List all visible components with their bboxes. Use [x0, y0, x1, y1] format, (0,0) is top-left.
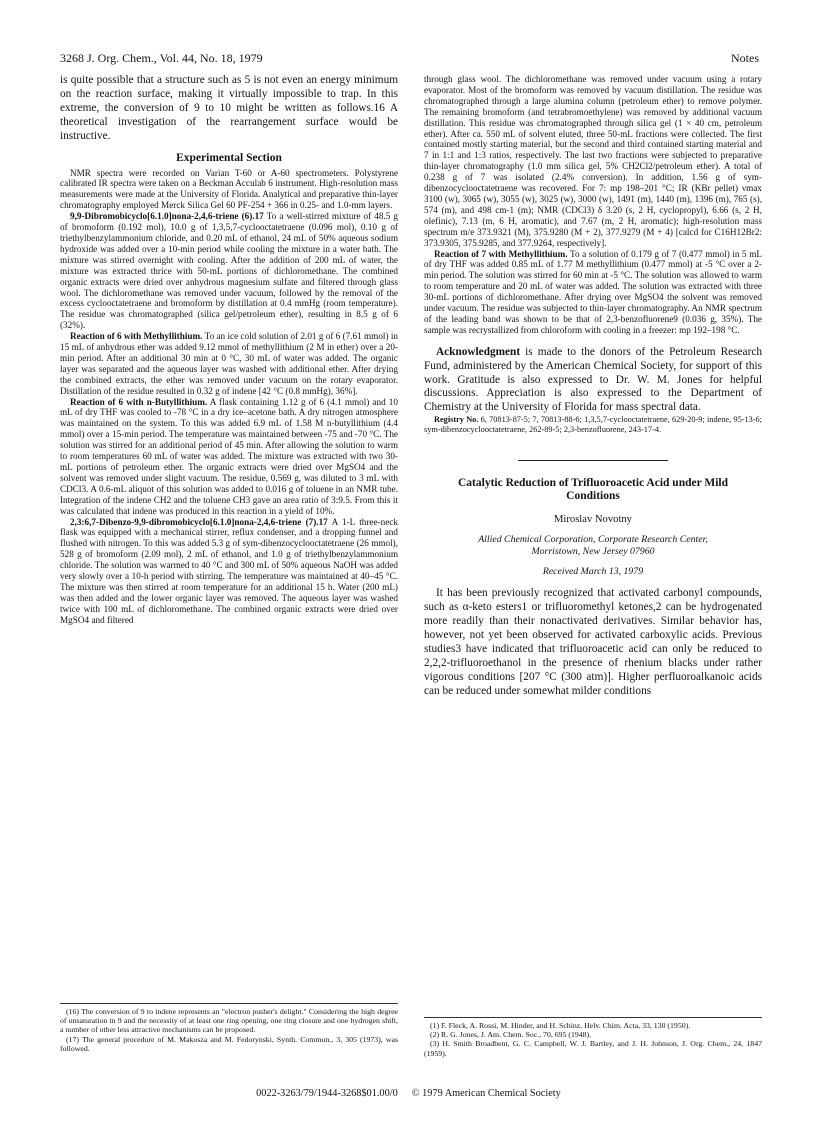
- article-title: Catalytic Reduction of Trifluoroacetic Acid under Mild Conditions: [457, 476, 729, 503]
- procedure-5-body: To a solution of 0.179 g of 7 (0.477 mmol) in 5 mL of dry THF was added 0.85 mL of 1.77 M methyllithium (0.477 mmol) at -5 °C over a 2-min period. The solution was stirred for 60 min at -5 °C. The solution was allowed to warm to room temperature and 20 mL of water was added. The solution was extracted with three 30-mL portions of dichloromethane. After drying over MgSO4 the solvent was removed under vacuum. The residue was subjected to thin-layer chromatography. An NMR spectrum of the leading band was shown to be that of 2,3-benzofluorene9 (0.036 g, 35%). The sample was recrystallized from chloroform with cooling in a freezer: mp 192–198 °C.: [424, 248, 762, 335]
- registry-lead: Registry No.: [434, 415, 479, 425]
- footnote-17: (17) The general procedure of M. Makosza and M. Fedorynski, Synth. Commun., 3, 305 (1973), was followed.: [60, 1034, 398, 1053]
- procedure-1: [60, 211, 398, 331]
- article-author: Miroslav Novotny: [554, 513, 632, 525]
- footnote-2: (2) R. G. Jones, J. Am. Chem. Soc., 70, 695 (1948).: [430, 1030, 592, 1040]
- journal-citation: 3268 J. Org. Chem., Vol. 44, No. 18, 1979: [60, 51, 263, 65]
- footnote-16: (16) The conversion of 9 to indene represents an "electron pusher's delight." Considering the high degree of unsaturation in 9 and the necessity of at least one ring opening, one ring closure and one hydrogen shift, a number of other less attractive mechanisms can be proposed.: [60, 1007, 398, 1035]
- procedure-4: [60, 517, 398, 626]
- procedure-4-title: 2,3:6,7-Dibenzo-9,9-dibromobicyclo[6.1.0]nona-2,4,6-triene (7).17: [70, 516, 328, 527]
- affiliation-line-2: Morristown, New Jersey 07960: [531, 545, 655, 557]
- procedure-3: [60, 397, 398, 517]
- left-column: [60, 74, 398, 626]
- registry-body: 6, 70813-87-5; 7, 70813-88-6; 1,3,5,7-cyclooctatetraene, 629-20-9; indene, 95-13-6; sym-dibenzocyclooctatetraene, 262-89-5; 2,3-benzofluorene, 243-17-4.: [424, 415, 762, 435]
- article-body: It has been previously recognized that activated carbonyl compounds, such as α-keto esters1 or trifluoromethyl ketones,2 can be hydrogenated more readily than their nonactivated derivatives. Similar behavior has, however, not yet been observed for activated carboxylic acids. Previous studies3 have indicated that trifluoroacetic acid can only be reduced to 2,2,2-trifluoroethanol in the presence of rhenium blacks under rather vigorous conditions [207 °C (300 atm)]. Higher perfluoroalkanoic acids can be reduced under somewhat milder conditions: [424, 587, 762, 697]
- section-label: Notes: [731, 51, 759, 65]
- acknowledgment-paragraph: [424, 346, 762, 416]
- procedure-3-body: A flask containing 1.12 g of 6 (4.1 mmol) and 10 mL of dry THF was cooled to -78 °C in a dry ice–acetone bath. A dry nitrogen atmosphere was maintained on the system. To this was added 6.9 mL of 1.58 M n-butyllithium (4.4 mmol) over a 15-min period. The temperature was maintained between -75 and -70 °C. The solution was stirred for an additional period of 45 min. After allowing the solution to warm to room temperatures 60 mL of water was added. The mixture was extracted with two 30-mL portions of petroleum ether. The organic extracts were dried over MgSO4 and the solvent was removed under slight vacuum. The residue, 0.569 g, was diluted to 3 mL with CDCl3. A 0.6-mL aliquot of this solution was added to 0.016 g of toluene in an NMR tube. Integration of the indene CH2 and the toluene CH3 gave an area ratio of 3:9.5. From this it was calculated that indene was produced in this reaction in a yield of 10%.: [60, 396, 398, 516]
- procedure-2-title: Reaction of 6 with Methyllithium.: [70, 331, 203, 342]
- affiliation-line-1: Allied Chemical Corporation, Corporate Research Center,: [478, 533, 708, 545]
- copyright-notice: © 1979 American Chemical Society: [411, 1088, 561, 1099]
- page-footer: [0, 1087, 817, 1100]
- procedure-1-title: 9,9-Dibromobicyclo[6.1.0]nona-2,4,6-triene (6).17: [70, 211, 264, 222]
- received-date: Received March 13, 1979: [542, 566, 644, 578]
- footnotes-right: [424, 1017, 762, 1058]
- procedure-1-body: To a well-stirred mixture of 48.5 g of bromoform (0.192 mol), 10.0 g of 1,3,5,7-cyclooctatetraene (0.096 mol), 0.10 g of triethylbenzylammonium chloride, and 0.20 mL of ethanol, 24 mL of 50% aqueous sodium hydroxide was added over a 10-min period while cooling the mixture in a water bath. The mixture was stirred overnight with cooling. After the addition of 200 mL of water, the mixture was extracted thrice with 50-mL portions of dichloromethane. The combined organic extracts were dried over anhydrous magnesium sulfate and filtered through glass wool. The dichloromethane was removed under vacuum, followed by the removal of the excess cyclooctatetraene and bromoform by distillation at 0.4 mmHg (room temperature). The residue was chromatographed (silica gel/petroleum ether), resulting in 8.5 g of 6 (32%).: [60, 211, 398, 331]
- acknowledgment-body: is made to the donors of the Petroleum Research Fund, administered by the American Chemical Society, for support of this work. Gratitude is also expressed to Dr. W. M. Jones for helpful discussions. Appreciation is also expressed to the Department of Chemistry at the University of Florida for mass spectral data.: [424, 345, 762, 414]
- procedure-5-title: Reaction of 7 with Methyllithium.: [434, 248, 568, 259]
- procedure-2: [60, 331, 398, 396]
- running-header: [60, 50, 759, 66]
- intro-paragraph: is quite possible that a structure such as 5 is not even an energy minimum on the reaction surface, making it virtually impossible to trap. In this extreme, the conversion of 9 to 10 might be written as follows.16 A theoretical investigation of the rearrangement surface would be instructive.: [60, 74, 398, 142]
- footnotes-left: [60, 1003, 398, 1053]
- acknowledgment-lead: Acknowledgment: [436, 345, 521, 358]
- article-affiliation: [424, 534, 762, 558]
- footnote-3: (3) H. Smith Broadbent, G. C. Campbell, W. J. Bartley, and J. H. Johnson, J. Org. Chem., 24, 1847 (1959).: [424, 1039, 762, 1058]
- procedure-5: [424, 249, 762, 336]
- acknowledgment-block: [424, 346, 762, 416]
- article-divider: [518, 460, 668, 461]
- procedure-2-body: To an ice cold solution of 2.01 g of 6 (7.61 mmol) in 15 mL of anhydrous ether was added 9.12 mmol of methyllithium (2 M in ether) over a 20-min period. After an additional 30 min at 0 °C, 30 mL of water was added. The organic layer was separated and the aqueous layer was washed with additional ether. After drying the combined extracts, the ether was removed under vacuum on the rotary evaporator. Distillation of the residue resulted in 0.32 g of indene [42 °C (0.8 mmHg), 36%].: [60, 331, 398, 396]
- procedure-3-title: Reaction of 6 with n-Butyllithium.: [70, 396, 208, 407]
- publication-code: 0022-3263/79/1944-3268$01.00/0: [256, 1088, 398, 1099]
- experimental-paragraph: NMR spectra were recorded on Varian T-60 or A-60 spectrometers. Polystyrene calibrated IR spectra were taken on a Beckman Acculab 6 instrument. High-resolution mass measurements were made at the University of Florida. Analytical and preparative thin-layer chromatography employed Merck Silica Gel 60 PF-254 + 366 in 0.25- and 1.0-mm layers.: [60, 167, 398, 211]
- intro-block: [60, 74, 398, 144]
- registry-numbers: [424, 415, 762, 435]
- right-column: [424, 74, 762, 699]
- article-body-block: [424, 587, 762, 698]
- section-heading: Experimental Section: [176, 151, 282, 164]
- footnote-1: (1) F. Fleck, A. Rossi, M. Hinder, and H. Schinz, Helv. Chim. Acta, 33, 130 (1950).: [430, 1021, 691, 1030]
- continued-paragraph: through glass wool. The dichloromethane was removed under vacuum using a rotary evaporator. Most of the bromoform was removed by vacuum distillation. The residue was chromatographed through a large alumina column (petroleum ether) to remove polymer. The remaining bromoform (and tetrabromoethylene) was removed by additional vacuum distillation. This residue was chromatographed through silica gel (1 × 40 cm, petroleum ether). After ca. 550 mL of solvent eluted, three 50-mL fractions were collected. The first contained mostly starting material, but the second and third contained starting material and 7 in 1:1 and 1:3 ratios, respectively. The last two fractions were subjected to preparative thin-layer chromatography (1.0 mm silica gel, 5% CH2Cl2/petroleum ether). A total of 0.238 g of 7 was isolated (2.4% conversion). In addition, 1.56 g of sym-dibenzocyclooctatetraene was recovered. For 7: mp 198–201 °C; IR (KBr pellet) νmax 3100 (w), 3065 (w), 3055 (w), 3025 (w), 3000 (w), 1491 (m), 1440 (m), 1396 (m), 765 (s), 574 (m), and 498 cm-1 (m); NMR (CDCl3) δ 3.20 (s, 2 H, cyclopropyl), 6.66 (s, 2 H, olefinic), 7.13 (m, 6 H, aromatic), and 7.67 (m, 2 H, aromatic); high-resolution mass spectrum m/e 373.9321 (M), 375.9280 (M + 2), 377.9279 (M + 4) [calcd for C16H12Br2: 373.9305, 375.9285, and 377.9264, respectively].: [424, 74, 762, 248]
- procedure-4-body: A 1-L three-neck flask was equipped with a mechanical stirrer, reflux condenser, and a dropping funnel and flushed with nitrogen. To this was added 5.3 g of sym-dibenzocyclooctatetraene (26 mmol), 528 g of bromoform (2.09 mol), 2 mL of ethanol, and 1.0 g of triethylbenzylammonium chloride. The solution was warmed to 40 °C and 300 mL of 50% aqueous NaOH was added very slowly over a 10-h period with stirring. The temperature was maintained at 40–45 °C. The mixture was then stirred at room temperature for an additional 15 h. Water (200 mL) was then added and the lower organic layer was removed. The aqueous layer was washed twice with 100 mL of dichloromethane. The combined organic extracts were dried over MgSO4 and filtered: [60, 516, 398, 625]
